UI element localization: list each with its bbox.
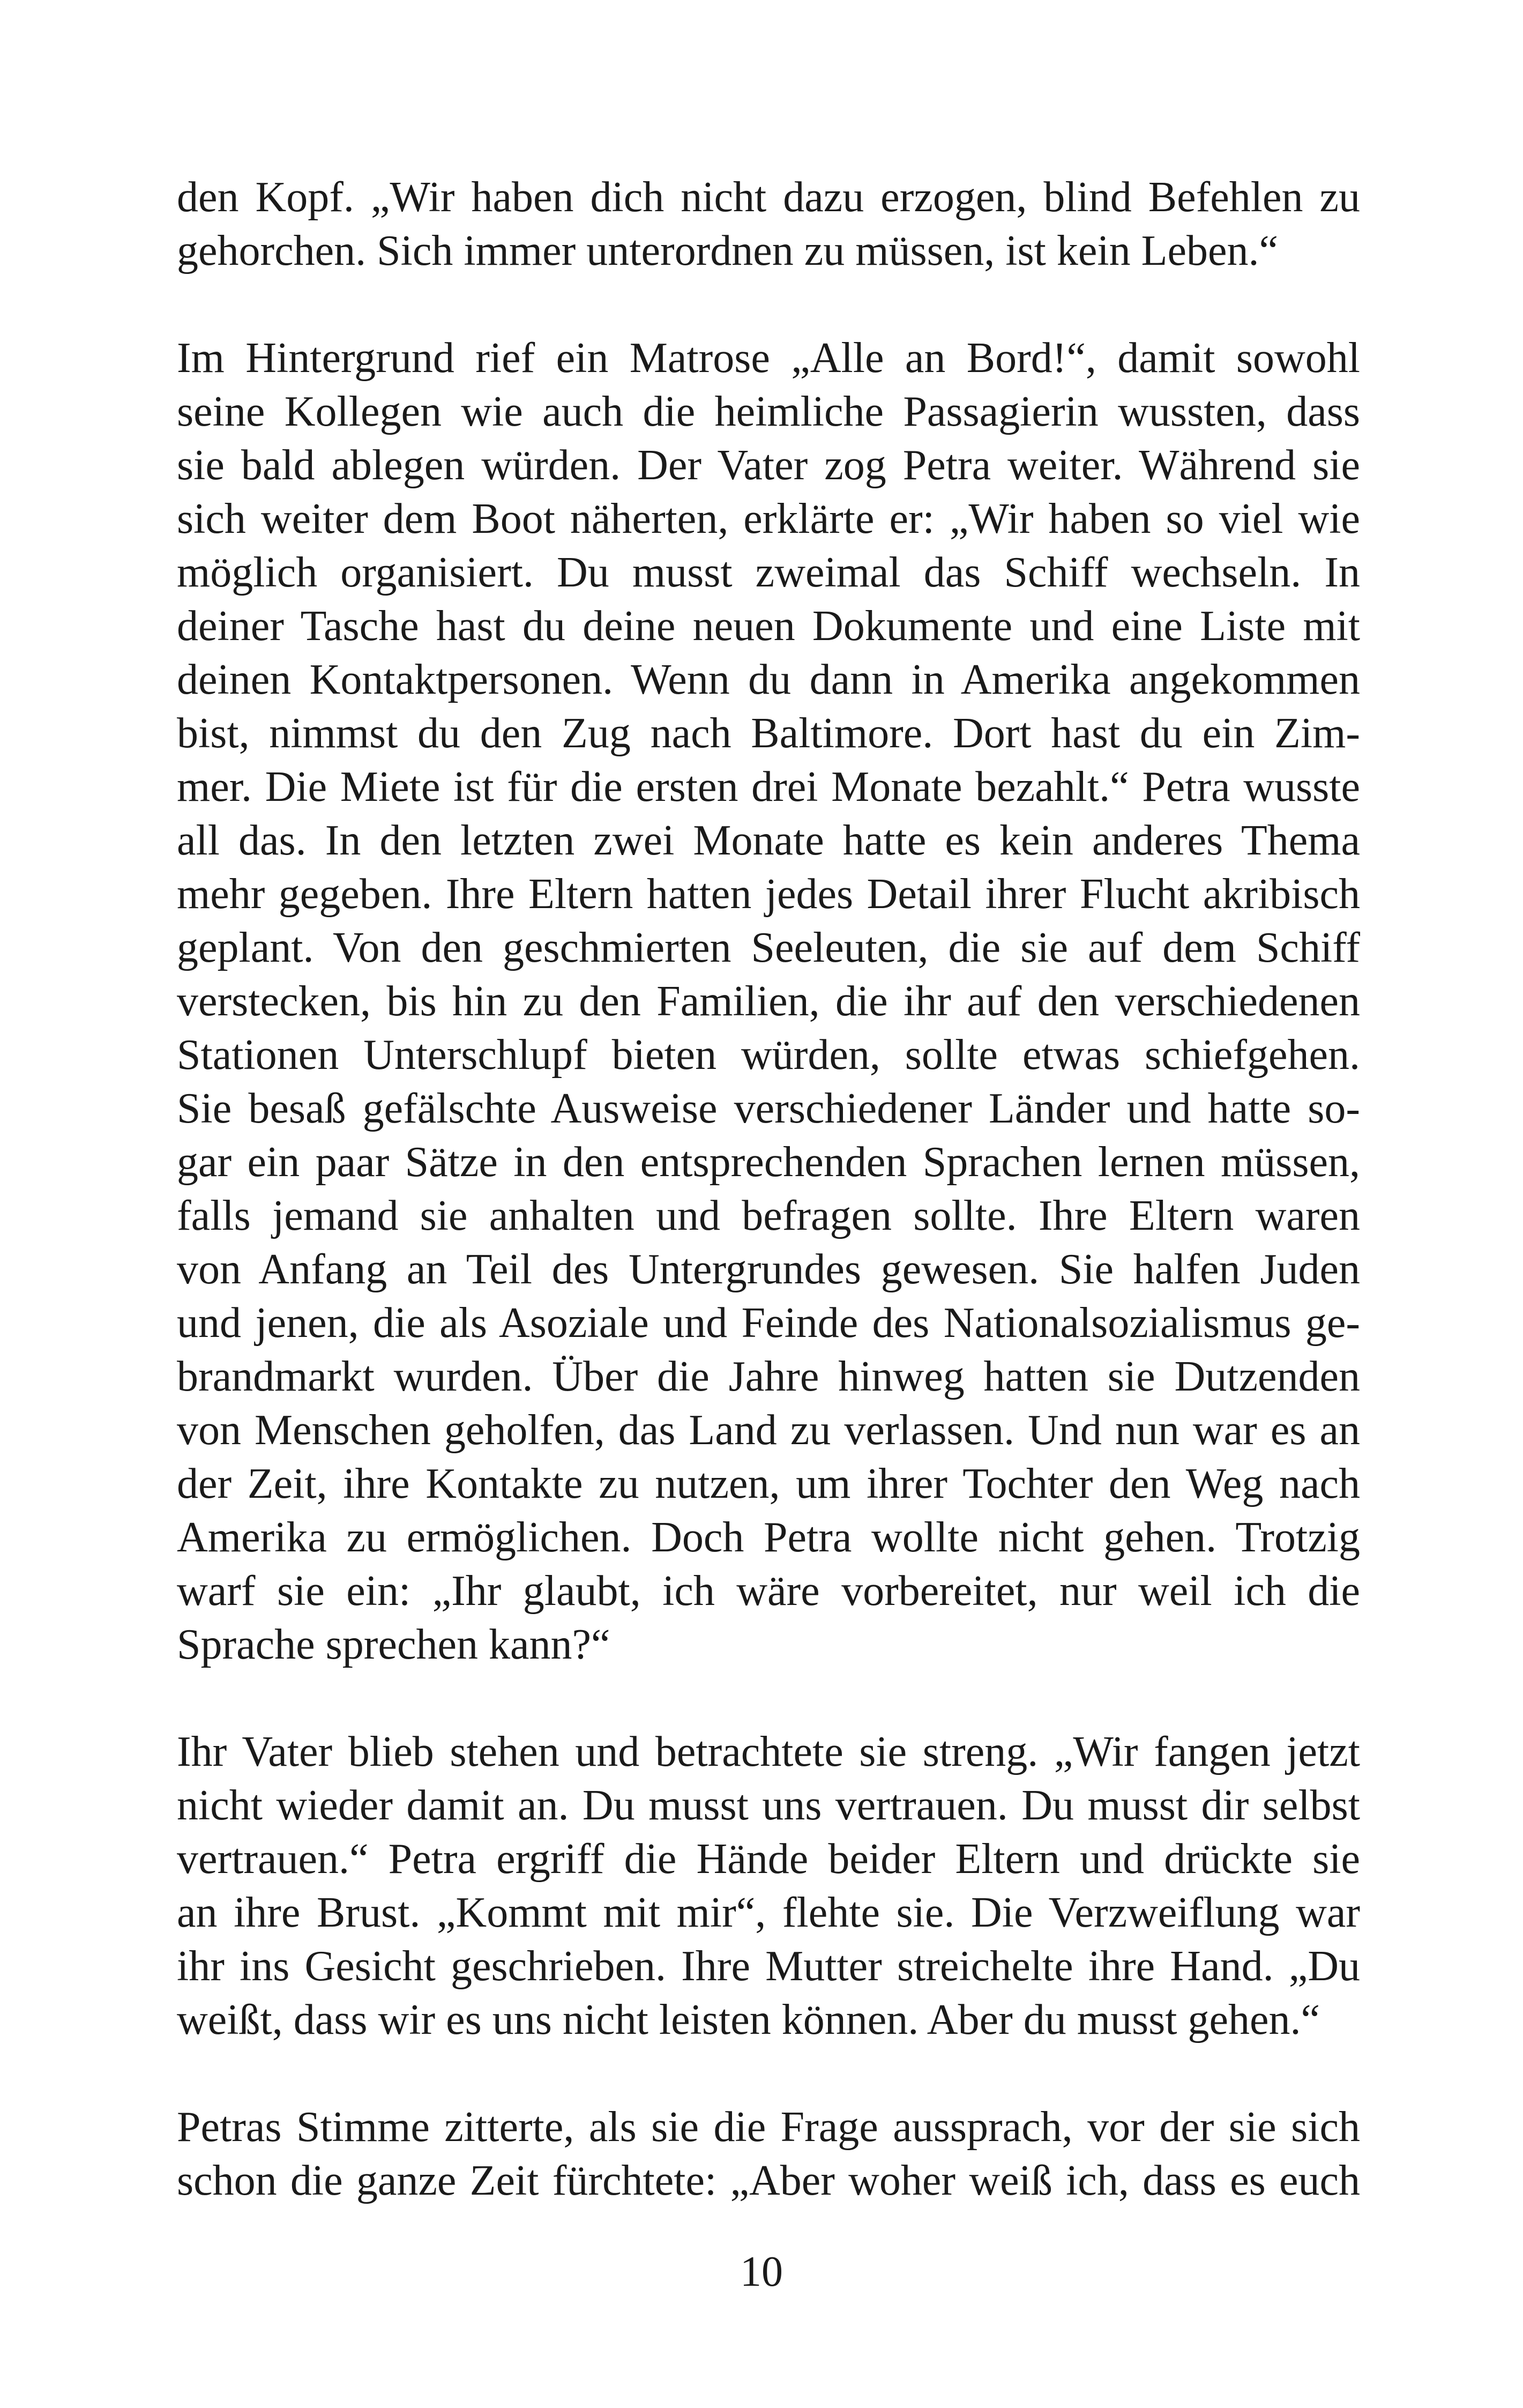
- text-line: falls jemand sie anhalten und befragen sollte. Ihre Eltern waren: [177, 1192, 1360, 1239]
- paragraph-1: [177, 170, 1360, 278]
- text-line: mer. Die Miete ist für die ersten drei Monate bezahlt.“ Petra wusste: [177, 763, 1360, 811]
- text-line: verstecken, bis hin zu den Familien, die ihr auf den verschiedenen: [177, 978, 1360, 1025]
- text-line: Ihr Vater blieb stehen und betrachtete sie streng. „Wir fangen jetzt: [177, 1728, 1360, 1775]
- text-line: vertrauen.“ Petra ergriff die Hände beider Eltern und drückte sie: [177, 1835, 1360, 1883]
- text-line: der Zeit, ihre Kontakte zu nutzen, um ihrer Tochter den Weg nach: [177, 1460, 1360, 1507]
- text-line: schon die ganze Zeit fürchtete: „Aber woher weiß ich, dass es euch: [177, 2157, 1360, 2204]
- text-line: von Anfang an Teil des Untergrundes gewesen. Sie halfen Juden: [177, 1246, 1360, 1293]
- text-line: Im Hintergrund rief ein Matrose „Alle an Bord!“, damit sowohl: [177, 335, 1360, 382]
- text-line: den Kopf. „Wir haben dich nicht dazu erzogen, blind Befehlen zu: [177, 174, 1360, 221]
- paragraph-gap: [177, 2047, 1360, 2100]
- text-line: weißt, dass wir es uns nicht leisten können. Aber du musst gehen.“: [177, 1996, 1320, 2043]
- text-line: an ihre Brust. „Kommt mit mir“, flehte sie. Die Verzweiflung war: [177, 1889, 1360, 1936]
- paragraph-4: [177, 2100, 1360, 2208]
- text-line: nicht wieder damit an. Du musst uns vertrauen. Du musst dir selbst: [177, 1782, 1360, 1829]
- page-number: 10: [740, 2248, 783, 2295]
- text-line: Stationen Unterschlupf bieten würden, sollte etwas schiefgehen.: [177, 1031, 1360, 1079]
- text-line: und jenen, die als Asoziale und Feinde des Nationalsozialismus ge-: [177, 1299, 1360, 1347]
- text-line: ihr ins Gesicht geschrieben. Ihre Mutter streichelte ihre Hand. „Du: [177, 1943, 1360, 1990]
- text-line: gehorchen. Sich immer unterordnen zu müssen, ist kein Leben.“: [177, 227, 1278, 274]
- text-line: warf sie ein: „Ihr glaubt, ich wäre vorbereitet, nur weil ich die: [177, 1567, 1360, 1615]
- body-text: [177, 170, 1360, 2208]
- text-line: mehr gegeben. Ihre Eltern hatten jedes Detail ihrer Flucht akribisch: [177, 871, 1360, 918]
- text-line: brandmarkt wurden. Über die Jahre hinweg hatten sie Dutzenden: [177, 1353, 1360, 1400]
- text-line: seine Kollegen wie auch die heimliche Passagierin wussten, dass: [177, 388, 1360, 435]
- text-line: Sprache sprechen kann?“: [177, 1621, 610, 1668]
- text-line: von Menschen geholfen, das Land zu verlassen. Und nun war es an: [177, 1407, 1360, 1454]
- text-line: bist, nimmst du den Zug nach Baltimore. Dort hast du ein Zim-: [177, 710, 1360, 757]
- paragraph-2: [177, 331, 1360, 1671]
- text-line: sich weiter dem Boot näherten, erklärte er: „Wir haben so viel wie: [177, 495, 1360, 542]
- paragraph-3: [177, 1725, 1360, 2047]
- text-line: gar ein paar Sätze in den entsprechenden Sprachen lernen müssen,: [177, 1139, 1360, 1186]
- text-line: geplant. Von den geschmierten Seeleuten, die sie auf dem Schiff: [177, 924, 1360, 971]
- text-line: Sie besaß gefälschte Ausweise verschiedener Länder und hatte so-: [177, 1085, 1360, 1132]
- text-line: deiner Tasche hast du deine neuen Dokumente und eine Liste mit: [177, 603, 1360, 650]
- text-line: Petras Stimme zitterte, als sie die Frage aussprach, vor der sie sich: [177, 2104, 1360, 2151]
- text-line: deinen Kontaktpersonen. Wenn du dann in Amerika angekommen: [177, 656, 1360, 703]
- text-line: Amerika zu ermöglichen. Doch Petra wollte nicht gehen. Trotzig: [177, 1514, 1360, 1561]
- text-line: sie bald ablegen würden. Der Vater zog Petra weiter. Während sie: [177, 442, 1360, 489]
- text-line: möglich organisiert. Du musst zweimal das Schiff wechseln. In: [177, 549, 1360, 596]
- paragraph-gap: [177, 278, 1360, 331]
- text-line: all das. In den letzten zwei Monate hatte es kein anderes Thema: [177, 817, 1360, 864]
- paragraph-gap: [177, 1671, 1360, 1725]
